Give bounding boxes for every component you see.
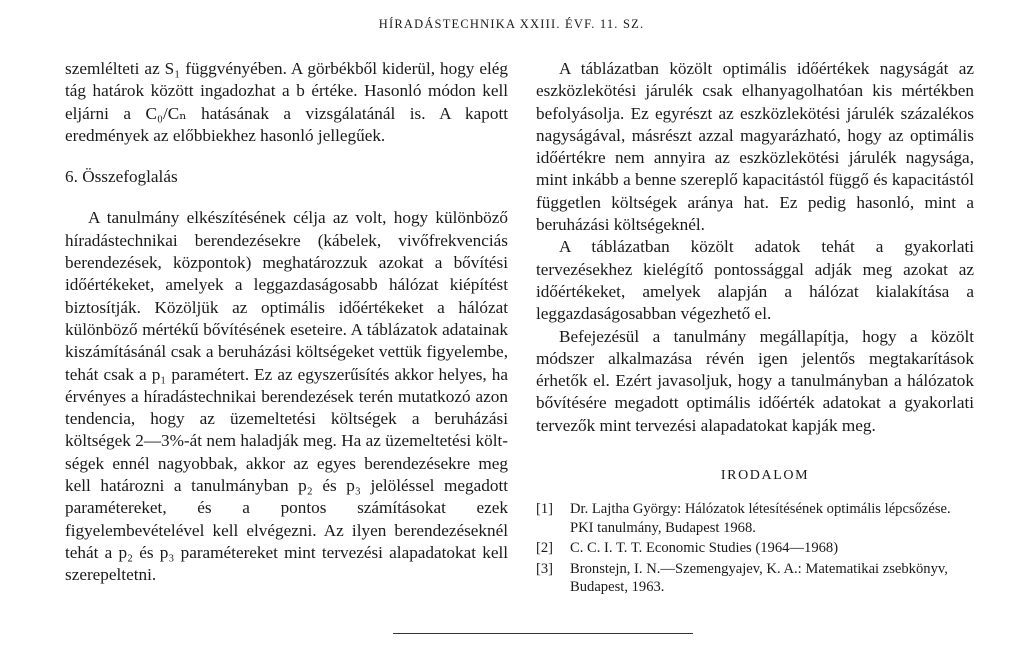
- reference-number: [1]: [536, 501, 554, 518]
- reference-text: Dr. Lajtha György: Hálózatok létesítésének optimális lépcsőzése. PKI tanulmány, Budapest 1968.: [570, 501, 951, 536]
- paragraph-1: A táblázatban közölt optimális időértékek nagyságát az eszközlekötési járulék csak elhanyagolhatóan kis mértékben befolyásolja. Ez egyrészt az eszközlekötési járulék százalékos nagyságával, másrészt azzal magyarázható, hogy az optimális időértékre nem annyira az eszközlekötési járulék nagysága, mint inkább a benne szereplő kapacitástól függő és kapacitástól független költségek aránya hat. Ez pedig hasonló, mint a beruházási költségeknél.: [536, 59, 974, 235]
- reference-text: C. C. I. T. T. Economic Studies (1964—1968): [570, 540, 839, 557]
- footer-rule: [393, 633, 693, 634]
- paragraph-3: Befejezésül a tanulmány megállapítja, hogy a közölt módszer alkalmazása révén igen jelentős megtakarítások érhetők el. Ezért javasoljuk, hogy a tanulmányban a hálózatok bővítésére megadott optimális időérték adatokat a gyakorlati tervezők mint tervezési alapadatokat kapják meg.: [536, 326, 974, 435]
- references-list: [536, 500, 974, 597]
- reference-number: [3]: [536, 560, 554, 577]
- right-column: [536, 58, 974, 599]
- running-head: HÍRADÁSTECHNIKA XXIII. ÉVF. 11. SZ.: [378, 17, 645, 31]
- section-heading: 6. Összefoglalás: [65, 167, 178, 187]
- reference-item: [536, 560, 974, 597]
- reference-item: [536, 539, 974, 558]
- paragraph-2: A táblázatban közölt adatok tehát a gyakorlati tervezésekhez kielégítő pontossággal adják meg azokat az időértékeket, amelyek alapján a hálózat kialakítása a leggazdaságosabban végezhető el.: [536, 237, 974, 324]
- reference-item: [536, 500, 974, 537]
- reference-text: Bronstejn, I. N.—Szemengyajev, K. A.: Matematikai zsebkönyv, Budapest, 1963.: [570, 560, 948, 596]
- intro-paragraph: szemlélteti az S₁ függvényében. A görbékből kiderül, hogy elég tág határok között ingadozhat a b értéke. Hasonló módon kell eljárni a C₀/Cₙ hatásának a vizsgálatánál is. A kapott eredmények az előbbiekhez hasonló jellegűek.: [65, 59, 508, 145]
- references-title: IRODALOM: [720, 468, 810, 484]
- left-column: [65, 58, 508, 587]
- summary-paragraph: A tanulmány elkészítésének célja az volt, hogy különböző híradástechnikai berendezésekre (kábelek, vivőfrekvenciás berendezések, központok) meghatározzuk azokat a bővítési időértékeket, amelyek a leggazdaságosabb hálózat kiépítést biztosítják. Közöljük az optimális időértékeket a hálózat különböző mértékű bővítésének eseteire. A táblázatok adatainak kiszámításánál csak a beruházási költségeket vettük figyelembe, tehát csak a p₁ paramétert. Ez az egyszerűsítés akkor helyes, ha érvényes a híradástechnikai berendezések terén mutatkozó azon tendencia, hogy az üzemeltetési költségek a beruházási költségek 2—3%-át nem haladják meg. Ha az üzemeltetési költségek ennél nagyobbak, akkor az egyes berendezésekre meg kell határozni a tanulmányban p₂ és p₃ jelöléssel megadott paramétereket, és a pontos számításokat ezek figyelembevételével kell elvégezni. Az ilyen berendezéseknél tehát a p₂ és p₃ paramétereket mint tervezési alapadatokat kell szerepeltetni.: [65, 208, 508, 585]
- reference-number: [2]: [536, 540, 554, 557]
